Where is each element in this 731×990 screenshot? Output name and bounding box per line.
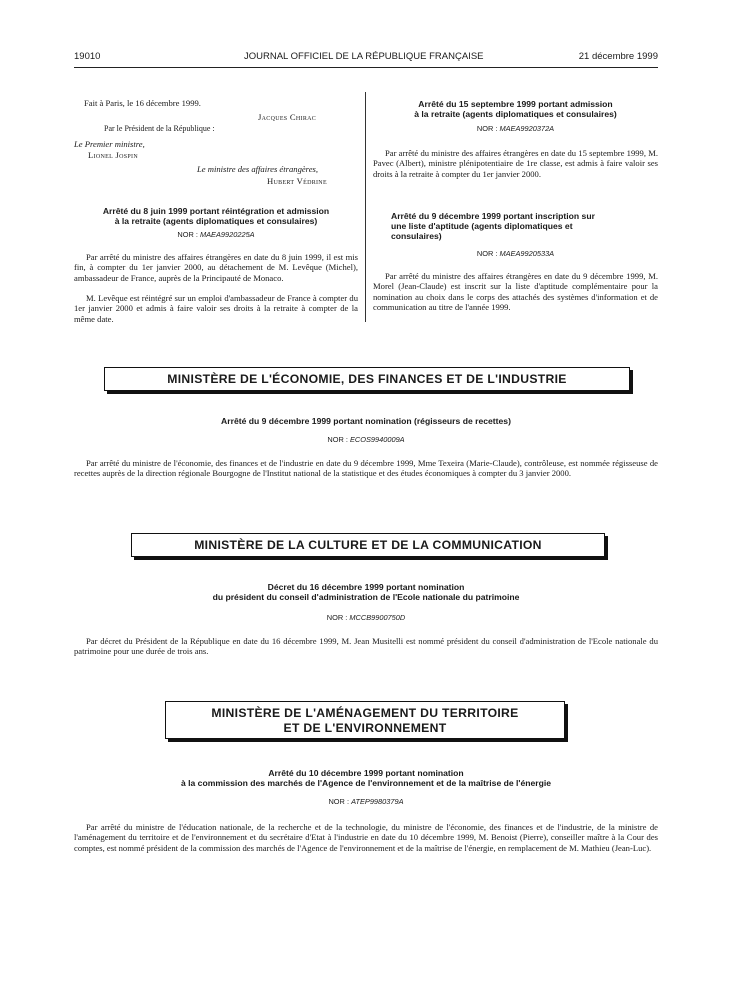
minister-name: Hubert Védrine (267, 176, 327, 186)
arrete-paragraph: Par arrêté du ministre des affaires étrangères en date du 9 décembre 1999, M. Morel (Jean-Claude) est inscrit sur la liste d'aptitude complémentaire pour la nomination au choix dans le corps des attachés des systèmes d'information et de communication au titre de l'année 1999. (373, 271, 658, 313)
nor-reference: NOR : MAEA9920225A (177, 230, 255, 239)
arrete-title: Arrêté du 9 décembre 1999 portant nomination (régisseurs de recettes) (221, 416, 511, 426)
nor-reference: NOR : MCCB9900750D (326, 613, 406, 622)
nor-reference: NOR : MAEA9920372A (476, 124, 555, 133)
arrete-title: Arrêté du 9 décembre 1999 portant inscription sur une liste d'aptitude (agents diplomatiques et consulaires) (391, 211, 595, 242)
arrete-paragraph: Par arrêté du ministre des affaires étrangères en date du 8 juin 1999, il est mis fin, à compter du 1er janvier 2000, au détachement de M. Levêque (Michel), ambassadeur de France, auprès de la Principauté de Monaco. (74, 252, 358, 283)
arrete-paragraph: Par arrêté du ministre de l'éducation nationale, de la recherche et de la technologie, du ministre de l'économie, des finances et de l'industrie, de la ministre de l'aménagement du territoire et de l'environnement et du secrétaire d'Etat à l'industrie en date du 10 décembre 1999, M. Benoist (Pierre), conseiller maître à la Cour des comptes, est nommé président de la commission des marchés de l'Agence de l'environnement et de la maîtrise de l'énergie, en remplacement de M. Mathieu (Jean-Luc). (74, 822, 658, 853)
signer-president: Jacques Chirac (258, 112, 317, 122)
arrete-title: Arrêté du 8 juin 1999 portant réintégration et admission à la retraite (agents diplomatiques et consulaires) (102, 206, 330, 227)
arrete-title: Arrêté du 15 septembre 1999 portant admission à la retraite (agents diplomatiques et consulaires) (414, 99, 617, 120)
page-number: 19010 (74, 51, 101, 62)
nor-reference: NOR : ATEP9980379A (328, 797, 404, 806)
nor-reference: NOR : MAEA9920533A (476, 249, 555, 258)
arrete-title: Arrêté du 10 décembre 1999 portant nomination à la commission des marchés de l'Agence de l'environnement et de la maîtrise de l'énergie (180, 768, 552, 789)
column-divider (365, 92, 366, 322)
ministry-heading: MINISTÈRE DE L'AMÉNAGEMENT DU TERRITOIRE ET DE L'ENVIRONNEMENT (165, 701, 565, 739)
arrete-paragraph: Par arrêté du ministre des affaires étrangères en date du 15 septembre 1999, M. Pavec (Albert), ministre plénipotentiaire de 1re classe, est admis à faire valoir ses droits à la retraite à compter du 1er janvier 2000. (373, 148, 658, 179)
pm-name: Lionel Jospin (88, 150, 138, 160)
pm-title: Le Premier ministre, (74, 139, 145, 149)
arrete-paragraph: Par décret du Président de la République en date du 16 décembre 1999, M. Jean Musitelli est nommé président du conseil d'administration de l'Ecole nationale du patrimoine pour une durée de trois ans. (74, 636, 658, 657)
arrete-title: Décret du 16 décembre 1999 portant nomination du président du conseil d'administration de l'Ecole nationale du patrimoine (212, 582, 520, 603)
header-rule (74, 67, 658, 68)
issue-date: 21 décembre 1999 (578, 51, 658, 62)
ministry-heading: MINISTÈRE DE LA CULTURE ET DE LA COMMUNICATION (131, 533, 605, 557)
minister-title: Le ministre des affaires étrangères, (197, 164, 319, 174)
arrete-paragraph: Par arrêté du ministre de l'économie, des finances et de l'industrie en date du 9 décembre 1999, Mme Texeira (Marie-Claude), contrôleuse, est nommée régisseuse de recettes auprès de la direction régionale Bourgogne de l'Institut national de la statistique et des études économiques à compter du 3 janvier 2000. (74, 458, 658, 479)
arrete-paragraph: M. Levêque est réintégré sur un emploi d'ambassadeur de France à compter du 1er janvier 2000 et admis à faire valoir ses droits à la retraite à compter de la même date. (74, 293, 358, 324)
journal-title: JOURNAL OFFICIEL DE LA RÉPUBLIQUE FRANÇAISE (244, 51, 484, 62)
signature-date: Fait à Paris, le 16 décembre 1999. (84, 98, 201, 108)
signature-mention: Par le Président de la République : (104, 124, 215, 133)
nor-reference: NOR : ECOS9940009A (327, 435, 405, 444)
ministry-heading: MINISTÈRE DE L'ÉCONOMIE, DES FINANCES ET DE L'INDUSTRIE (104, 367, 630, 391)
